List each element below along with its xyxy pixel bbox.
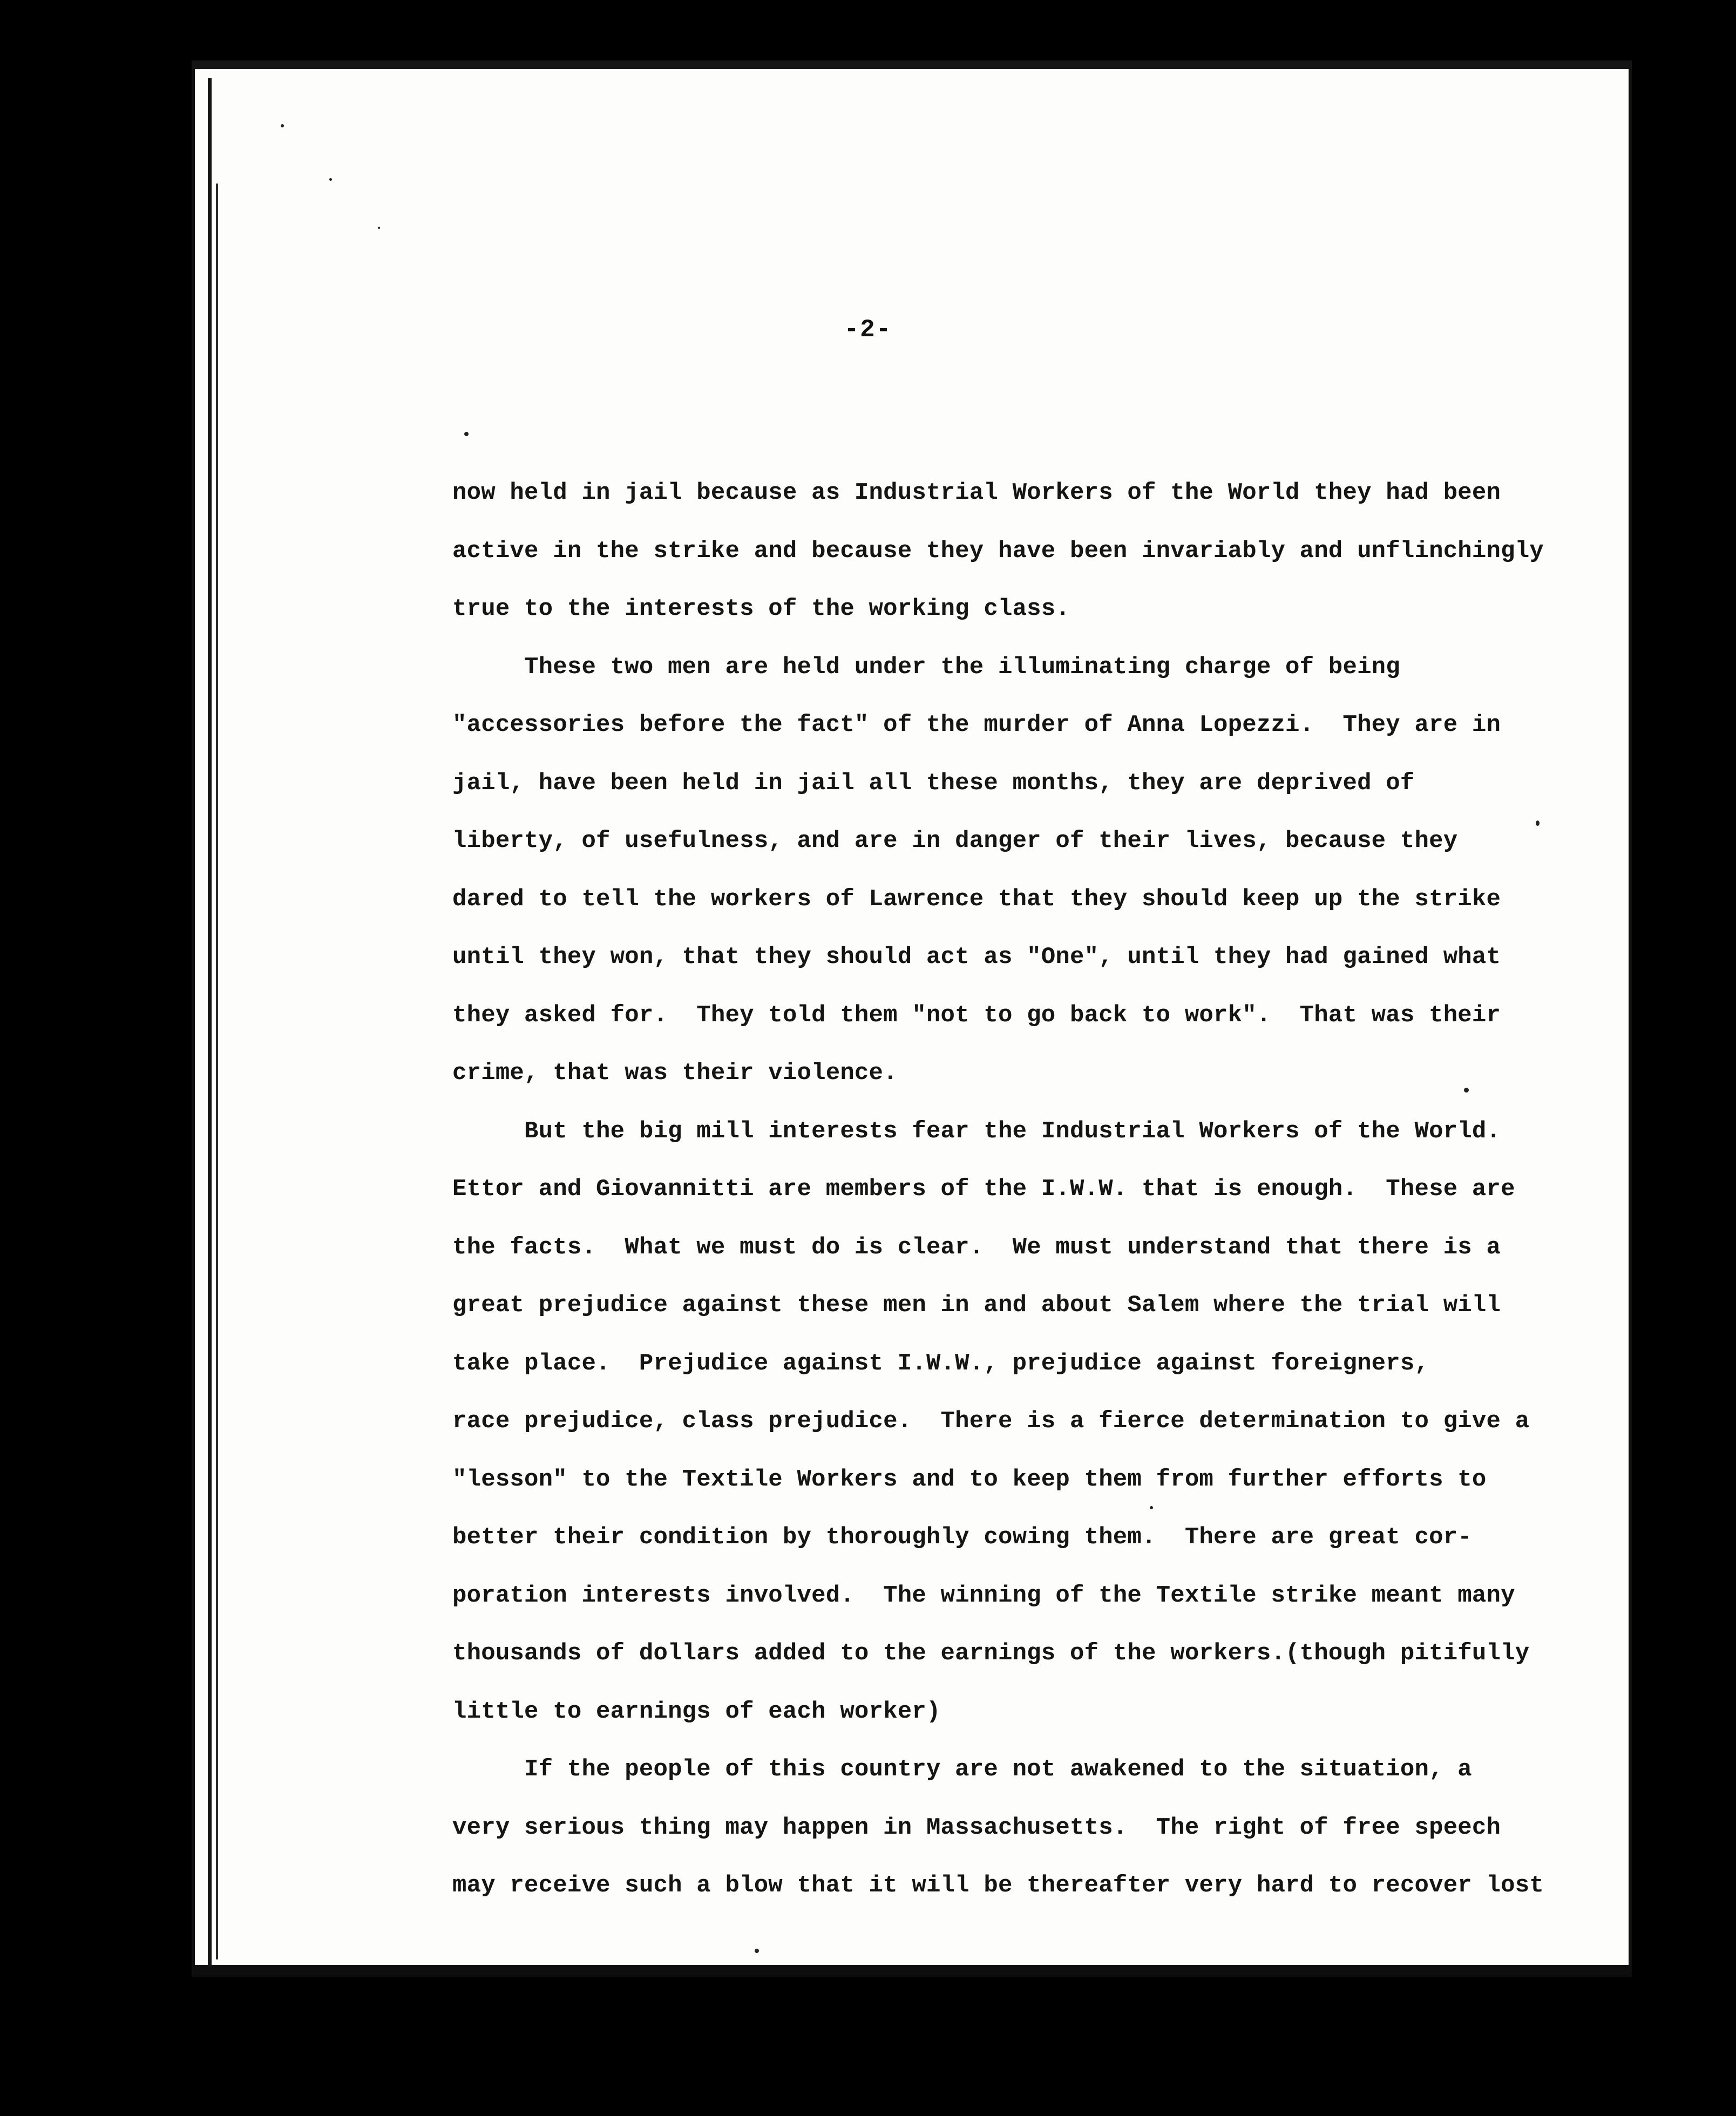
text-line: "lesson" to the Textile Workers and to keep them from further efforts to	[452, 1466, 1487, 1493]
page-number: -2-	[844, 316, 892, 344]
text-line: crime, that was their violence.	[452, 1060, 898, 1087]
ink-speck	[1536, 820, 1540, 826]
text-line: race prejudice, class prejudice. There is a fierce determination to give a	[452, 1408, 1530, 1435]
text-line: thousands of dollars added to the earnings of the workers.(though pitifully	[452, 1640, 1530, 1667]
text-line: may receive such a blow that it will be thereafter very hard to recover lost	[452, 1872, 1544, 1899]
text-line: great prejudice against these men in and about Salem where the trial will	[452, 1292, 1501, 1319]
text-line: But the big mill interests fear the Industrial Workers of the World.	[452, 1117, 1501, 1145]
text-line: little to earnings of each worker)	[452, 1698, 941, 1725]
page-top-edge	[192, 60, 1632, 69]
ink-speck	[281, 124, 284, 127]
text-line: "accessories before the fact" of the murder of Anna Lopezzi. They are in	[452, 711, 1501, 738]
text-line: true to the interests of the working class.	[452, 595, 1070, 622]
left-margin-rule	[208, 78, 212, 1968]
ink-speck	[755, 1949, 759, 1953]
text-line: they asked for. They told them "not to go back to work". That was their	[452, 1001, 1501, 1029]
text-line: jail, have been held in jail all these months, they are deprived of	[452, 769, 1415, 797]
text-line: active in the strike and because they have been invariably and unflinchingly	[452, 537, 1544, 565]
page-bottom-edge	[192, 1965, 1632, 1977]
text-line: now held in jail because as Industrial Workers of the World they had been	[452, 479, 1501, 506]
text-line: These two men are held under the illuminating charge of being	[452, 653, 1400, 681]
ink-speck	[464, 432, 469, 436]
text-line: take place. Prejudice against I.W.W., prejudice against foreigners,	[452, 1349, 1429, 1377]
text-line: until they won, that they should act as "One", until they had gained what	[452, 944, 1501, 971]
ink-speck	[329, 178, 332, 181]
ink-speck	[378, 227, 380, 229]
text-line: If the people of this country are not awakened to the situation, a	[452, 1756, 1472, 1783]
text-line: Ettor and Giovannitti are members of the I.W.W. that is enough. These are	[452, 1176, 1515, 1203]
text-line: liberty, of usefulness, and are in danger of their lives, because they	[452, 828, 1458, 854]
left-margin-rule-inner	[216, 184, 218, 1959]
text-line: the facts. What we must do is clear. We must understand that there is a	[452, 1233, 1501, 1261]
text-line: poration interests involved. The winning of the Textile strike meant many	[452, 1582, 1515, 1609]
text-line: very serious thing may happen in Massachusetts. The right of free speech	[452, 1814, 1501, 1841]
document-body	[452, 464, 1544, 1915]
text-line: better their condition by thoroughly cowing them. There are great cor-	[452, 1524, 1472, 1551]
text-line: dared to tell the workers of Lawrence that they should keep up the strike	[452, 885, 1501, 913]
